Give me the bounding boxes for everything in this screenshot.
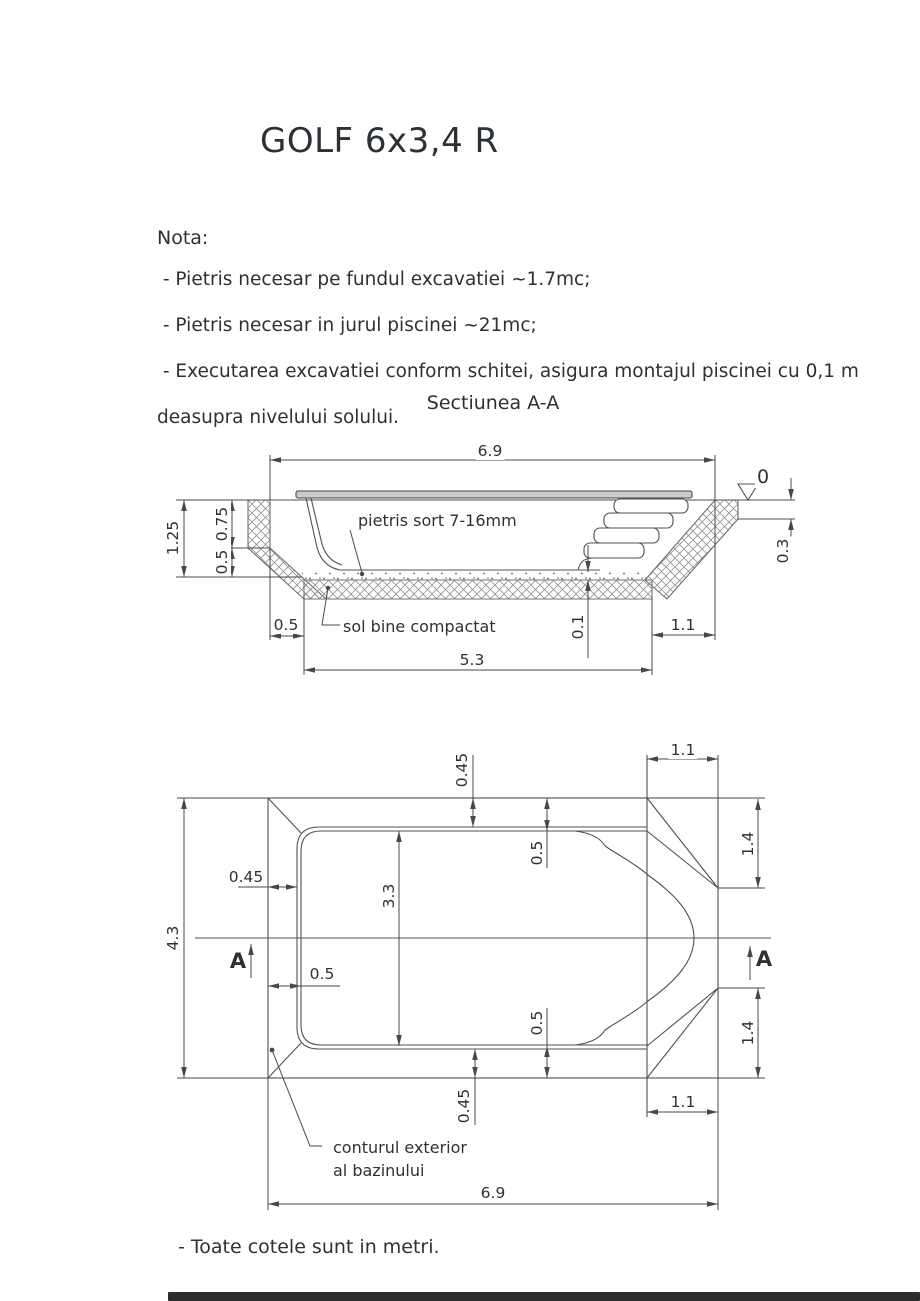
dim-section-width-bottom: 5.3 [459, 651, 485, 669]
datum-level-label: 0 [756, 466, 770, 488]
nota-line-3: - Executarea excavatiei conform schitei, asigura montajul piscinei cu 0,1 m [157, 361, 859, 382]
dim-section-freeboard: 0.3 [774, 538, 792, 564]
dim-plan-inset-left-inner: 0.5 [309, 965, 335, 983]
basin-inner-wall [311, 498, 342, 565]
section-structure [236, 484, 795, 599]
nota-line-4: deasupra nivelului solului. [157, 407, 400, 428]
dim-section-depth-total: 1.25 [164, 520, 182, 556]
basin-outline [306, 498, 600, 570]
footer-note: - Toate cotele sunt in metri. [178, 1236, 440, 1258]
dim-plan-inset-top-inner: 0.5 [528, 840, 546, 866]
nota-line-1: - Pietris necesar pe fundul excavatiei ~1.7mc; [157, 269, 591, 290]
dim-plan-slope-bottom-width: 1.1 [670, 1093, 696, 1111]
dim-plan-inset-bottom-inner: 0.5 [528, 1010, 546, 1036]
dim-section-width-top: 6.9 [477, 442, 503, 460]
section-marker-left: A [229, 949, 247, 973]
dim-section-depth-lower: 0.5 [213, 549, 231, 575]
sheet-title: GOLF 6x3,4 R [260, 121, 499, 161]
stair-step-4 [584, 543, 644, 558]
dim-plan-inset-left: 0.45 [228, 868, 264, 886]
contour-leader [272, 1050, 322, 1146]
dim-plan-pool-width: 3.3 [380, 883, 398, 909]
stair-step-1 [614, 499, 688, 513]
nota-heading: Nota: [157, 227, 209, 249]
dim-plan-inset-top: 0.45 [453, 752, 471, 788]
dim-plan-inset-bottom: 0.45 [455, 1088, 473, 1124]
nota-line-2: - Pietris necesar in jurul piscinei ~21mc; [157, 315, 537, 336]
dim-plan-slope-right-top: 1.4 [739, 831, 757, 857]
gravel-label: pietris sort 7-16mm [358, 511, 517, 530]
cropped-text-bar [168, 1292, 920, 1301]
section-marker-right: A [755, 947, 773, 971]
soil-label: sol bine compactat [343, 617, 496, 636]
section-title: Sectiunea A-A [426, 392, 560, 414]
dim-section-depth-upper: 0.75 [213, 506, 231, 542]
dim-plan-height-total: 4.3 [164, 925, 182, 951]
dim-section-offset-left: 0.5 [273, 616, 299, 634]
contour-label-line2: al bazinului [333, 1161, 425, 1180]
bottom-soil-hatch [304, 580, 652, 599]
plan-dimensions [177, 755, 765, 1210]
pool-rim-slab [296, 491, 692, 498]
gravel-leader [350, 530, 362, 573]
contour-label-line1: conturul exterior [333, 1138, 467, 1157]
stair-step-2 [604, 513, 673, 528]
dim-section-offset-right: 1.1 [670, 616, 696, 634]
plan-structure [195, 755, 771, 1117]
dim-section-gravel-thickness: 0.1 [569, 614, 587, 640]
left-wall-hatch [248, 500, 270, 548]
dim-plan-slope-top-width: 1.1 [670, 741, 696, 759]
dim-plan-slope-right-bottom: 1.4 [739, 1020, 757, 1046]
stair-step-3 [594, 528, 659, 543]
gravel-layer [302, 572, 652, 580]
step-base-curve [578, 558, 592, 570]
dim-plan-width-total: 6.9 [480, 1184, 506, 1202]
